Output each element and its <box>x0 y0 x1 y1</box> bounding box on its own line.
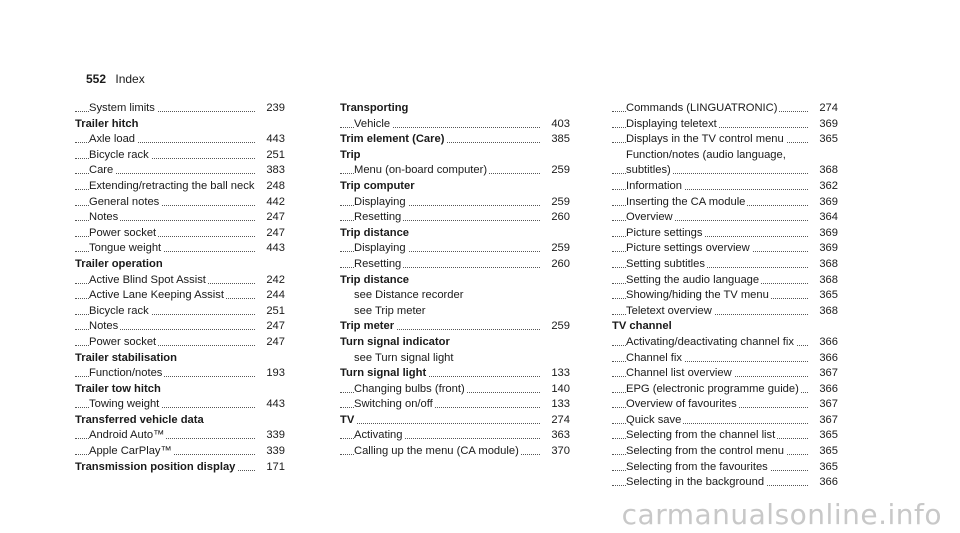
index-heading <box>340 335 570 351</box>
entry-label: Turn signal light <box>340 367 427 380</box>
index-entry <box>75 304 285 320</box>
page-reference: 443 <box>257 397 285 413</box>
page-reference: 339 <box>257 428 285 444</box>
page-reference: 366 <box>810 351 838 367</box>
page-reference: 443 <box>257 132 285 148</box>
page-reference: 259 <box>542 319 570 335</box>
index-entry <box>612 117 838 133</box>
entry-label: Activating <box>354 429 403 442</box>
page-reference: 133 <box>542 397 570 413</box>
index-entry <box>75 444 285 460</box>
entry-label: Quick save <box>626 413 682 426</box>
entry-label: Menu (on-board computer) <box>354 164 488 177</box>
entry-label: Selecting from the favourites <box>626 460 768 473</box>
index-entry <box>340 288 570 304</box>
page-reference: 259 <box>542 241 570 257</box>
entry-label: System limits <box>89 102 155 114</box>
dot-leader <box>340 423 540 424</box>
index-entry <box>612 210 838 226</box>
page-reference: 368 <box>810 304 838 320</box>
page-reference: 242 <box>257 273 285 289</box>
index-entry <box>612 335 838 351</box>
page-reference: 368 <box>810 257 838 273</box>
page-reference: 362 <box>810 179 838 195</box>
entry-label: see Distance recorder <box>354 289 464 302</box>
page-reference: 251 <box>257 304 285 320</box>
entry-label: Switching on/off <box>354 398 433 411</box>
index-heading <box>340 179 570 195</box>
entry-label: Extending/retracting the ball neck <box>89 179 255 192</box>
index-heading <box>340 413 570 429</box>
entry-label: TV channel <box>612 320 672 333</box>
page-reference: 339 <box>257 444 285 460</box>
page-reference: 193 <box>257 366 285 382</box>
index-entry <box>612 195 838 211</box>
index-entry <box>612 226 838 242</box>
entry-label: General notes <box>89 195 160 208</box>
index-entry <box>612 163 838 179</box>
index-entry <box>340 117 570 133</box>
index-entry <box>75 163 285 179</box>
page-reference: 133 <box>542 366 570 382</box>
index-entry <box>75 397 285 413</box>
entry-label: Axle load <box>89 133 136 146</box>
index-entry <box>75 428 285 444</box>
entry-label: Trip distance <box>340 226 410 239</box>
entry-label: Changing bulbs (front) <box>354 382 465 395</box>
index-entry <box>75 335 285 351</box>
index-entry <box>75 366 285 382</box>
index-heading <box>340 226 570 242</box>
entry-label: Notes <box>89 320 119 333</box>
entry-label: Picture settings overview <box>626 242 750 255</box>
page-reference: 442 <box>257 195 285 211</box>
index-heading <box>75 117 285 133</box>
index-heading <box>612 319 838 335</box>
entry-label: Showing/hiding the TV menu <box>626 289 769 302</box>
entry-label: Selecting in the background <box>626 476 765 489</box>
entry-label: Trip distance <box>340 273 410 286</box>
page-reference: 365 <box>810 428 838 444</box>
index-heading <box>340 132 570 148</box>
entry-label: Tongue weight <box>89 242 162 255</box>
entry-label: Selecting from the channel list <box>626 429 776 442</box>
page-reference: 244 <box>257 288 285 304</box>
index-heading <box>75 382 285 398</box>
watermark: carmanualsonline.info <box>621 498 942 531</box>
page-reference: 369 <box>810 195 838 211</box>
page-reference: 369 <box>810 241 838 257</box>
entry-label: Trim element (Care) <box>340 133 445 146</box>
section-title: Index <box>115 72 145 86</box>
entry-label: Activating/deactivating channel fix <box>626 335 794 348</box>
page-reference: 367 <box>810 366 838 382</box>
entry-label: Displays in the TV control menu <box>626 133 784 146</box>
index-column-3 <box>612 101 838 491</box>
index-entry <box>612 397 838 413</box>
entry-label: TV <box>340 413 355 426</box>
index-entry <box>612 444 838 460</box>
page-reference: 239 <box>257 101 285 117</box>
entry-label: Resetting <box>354 257 402 270</box>
page-reference: 367 <box>810 413 838 429</box>
entry-label: Function/notes <box>89 367 163 380</box>
index-entry <box>75 101 285 117</box>
entry-label: Overview <box>626 211 673 224</box>
index-heading <box>75 351 285 367</box>
entry-label: Inserting the CA module <box>626 195 746 208</box>
entry-label: Trailer tow hitch <box>75 382 161 395</box>
entry-label: Channel fix <box>626 351 682 364</box>
index-entry <box>612 148 838 164</box>
entry-label: Displaying teletext <box>626 117 717 130</box>
entry-label: Active Blind Spot Assist <box>89 273 206 286</box>
page-reference: 366 <box>810 335 838 351</box>
index-entry <box>612 366 838 382</box>
page-reference: 365 <box>810 444 838 460</box>
entry-label: Picture settings <box>626 226 703 239</box>
index-entry <box>612 351 838 367</box>
index-entry <box>340 241 570 257</box>
page-reference: 247 <box>257 335 285 351</box>
index-entry <box>75 288 285 304</box>
index-entry <box>612 257 838 273</box>
page-reference: 370 <box>542 444 570 460</box>
page-header <box>86 72 145 86</box>
entry-label: Trip computer <box>340 179 415 192</box>
entry-label: Trailer hitch <box>75 117 139 130</box>
entry-label: Transmission position display <box>75 460 236 473</box>
index-column-2 <box>340 101 570 460</box>
entry-label: Channel list overview <box>626 367 732 380</box>
index-entry <box>612 475 838 491</box>
page-reference: 247 <box>257 210 285 226</box>
page-reference: 259 <box>542 163 570 179</box>
entry-label: Care <box>89 164 114 177</box>
page-reference: 403 <box>542 117 570 133</box>
index-heading <box>75 460 285 476</box>
entry-label: Transporting <box>340 102 409 114</box>
index-entry <box>612 241 838 257</box>
entry-label: Information <box>626 179 682 192</box>
index-column-1 <box>75 101 285 475</box>
entry-label: Trailer operation <box>75 257 163 270</box>
page-reference: 274 <box>810 101 838 117</box>
index-entry <box>340 444 570 460</box>
page-reference: 368 <box>810 273 838 289</box>
page-reference: 251 <box>257 148 285 164</box>
page-reference: 171 <box>257 460 285 476</box>
entry-label: Resetting <box>354 211 402 224</box>
index-entry <box>75 319 285 335</box>
entry-label: Towing weight <box>89 398 160 411</box>
entry-label: Trip <box>340 148 361 161</box>
index-entry <box>612 273 838 289</box>
index-entry <box>340 351 570 367</box>
page-reference: 247 <box>257 319 285 335</box>
entry-label: Displaying <box>354 242 406 255</box>
entry-label: see Turn signal light <box>354 351 454 364</box>
entry-label: Turn signal indicator <box>340 335 450 348</box>
page-reference: 369 <box>810 117 838 133</box>
entry-label: Apple CarPlay™ <box>89 445 172 458</box>
index-entry <box>75 273 285 289</box>
page-reference: 365 <box>810 132 838 148</box>
page-reference: 383 <box>257 163 285 179</box>
page-reference: 259 <box>542 195 570 211</box>
index-heading <box>75 257 285 273</box>
index-entry <box>75 210 285 226</box>
entry-label: Vehicle <box>354 117 391 130</box>
entry-label: Commands (LINGUATRONIC) <box>626 102 778 114</box>
index-entry <box>340 163 570 179</box>
index-entry <box>612 288 838 304</box>
index-entry <box>612 179 838 195</box>
entry-label: Notes <box>89 211 119 224</box>
page-reference: 248 <box>257 179 285 195</box>
page-reference: 366 <box>810 382 838 398</box>
entry-label: Calling up the menu (CA module) <box>354 445 519 458</box>
index-entry <box>75 148 285 164</box>
index-heading <box>340 319 570 335</box>
index-entry <box>75 226 285 242</box>
index-heading <box>340 366 570 382</box>
index-heading <box>340 101 570 117</box>
index-entry <box>612 460 838 476</box>
page-reference: 367 <box>810 397 838 413</box>
page-reference: 365 <box>810 460 838 476</box>
entry-label: Function/notes (audio language, <box>626 148 786 161</box>
page-reference: 247 <box>257 226 285 242</box>
index-entry <box>612 382 838 398</box>
entry-label: Setting the audio language <box>626 273 760 286</box>
index-entry <box>75 132 285 148</box>
page-reference: 368 <box>810 163 838 179</box>
page-reference: 365 <box>810 288 838 304</box>
entry-label: Transferred vehicle data <box>75 413 204 426</box>
page-reference: 140 <box>542 382 570 398</box>
index-entry <box>612 132 838 148</box>
entry-label: see Trip meter <box>354 304 426 317</box>
index-heading <box>75 413 285 429</box>
index-entry <box>340 195 570 211</box>
index-heading <box>340 148 570 164</box>
index-entry <box>340 257 570 273</box>
page-reference: 443 <box>257 241 285 257</box>
index-entry <box>75 179 285 195</box>
index-entry <box>612 101 838 117</box>
index-entry <box>75 195 285 211</box>
index-entry <box>612 304 838 320</box>
index-entry <box>340 382 570 398</box>
entry-label: Displaying <box>354 195 406 208</box>
index-entry <box>340 428 570 444</box>
index-entry <box>612 428 838 444</box>
page-reference: 260 <box>542 257 570 273</box>
page-reference: 366 <box>810 475 838 491</box>
entry-label: Trip meter <box>340 320 395 333</box>
entry-label: Selecting from the control menu <box>626 445 784 458</box>
entry-label: Power socket <box>89 226 157 239</box>
page-reference: 369 <box>810 226 838 242</box>
page-number: 552 <box>86 72 107 86</box>
entry-label: Setting subtitles <box>626 257 705 270</box>
index-entry <box>340 210 570 226</box>
page-reference: 363 <box>542 428 570 444</box>
index-entry <box>340 397 570 413</box>
entry-label: EPG (electronic programme guide) <box>626 382 799 395</box>
entry-label: Android Auto™ <box>89 429 165 442</box>
page-reference: 364 <box>810 210 838 226</box>
index-entry <box>340 304 570 320</box>
entry-label: Power socket <box>89 335 157 348</box>
entry-label: Trailer stabilisation <box>75 351 177 364</box>
entry-label: subtitles) <box>626 164 671 177</box>
index-entry <box>612 413 838 429</box>
entry-label: Overview of favourites <box>626 398 737 411</box>
index-heading <box>340 273 570 289</box>
page-reference: 274 <box>542 413 570 429</box>
entry-label: Bicycle rack <box>89 304 149 317</box>
entry-label: Active Lane Keeping Assist <box>89 289 224 302</box>
page-reference: 260 <box>542 210 570 226</box>
entry-label: Bicycle rack <box>89 148 149 161</box>
entry-label: Teletext overview <box>626 304 712 317</box>
page-reference: 385 <box>542 132 570 148</box>
index-entry <box>75 241 285 257</box>
